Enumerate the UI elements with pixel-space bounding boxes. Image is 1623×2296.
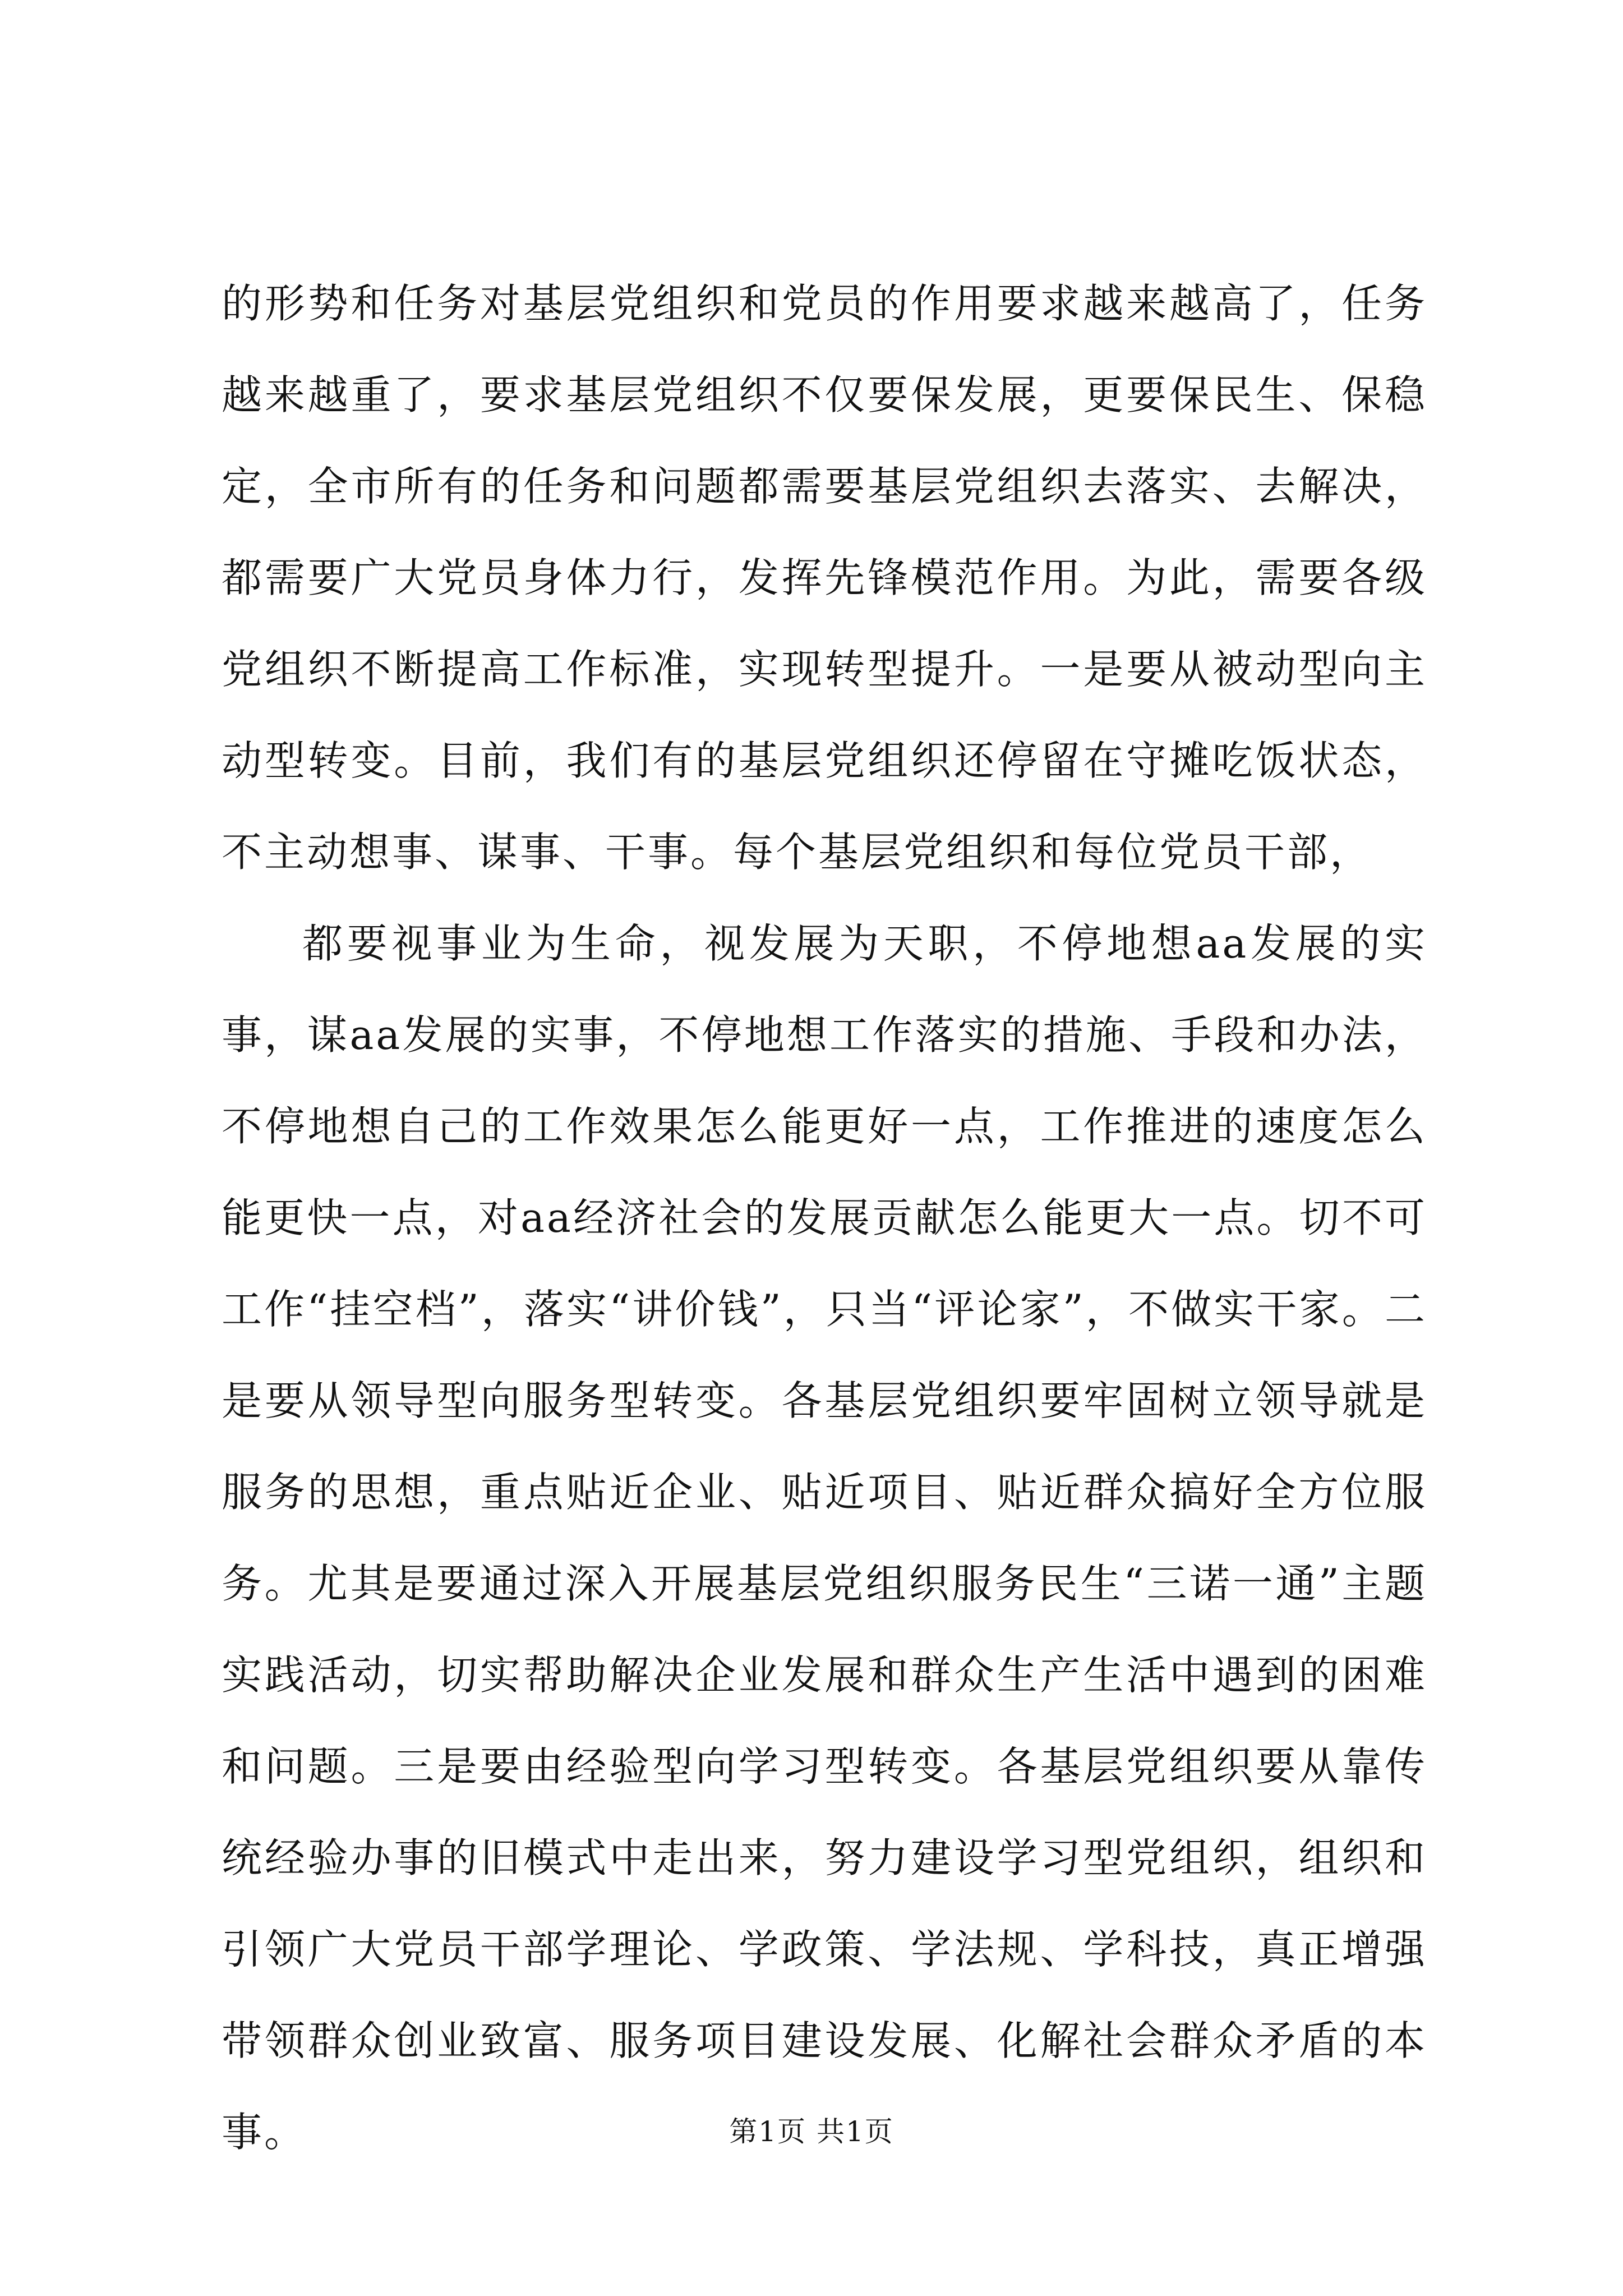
paragraph-2: 都要视事业为生命，视发展为天职，不停地想aa发展的实事，谋aa发展的实事，不停地想工作落实的措施、手段和办法，不停地想自己的工作效果怎么能更好一点，工作推进的速度怎么能更快一点，对aa经济社会的发展贡献怎么能更大一点。切不可工作“挂空档”，落实“讲价钱”，只当“评论家”，不做实干家。二是要从领导型向服务型转变。各基层党组织要牢固树立领导就是服务的思想，重点贴近企业、贴近项目、贴近群众搞好全方位服务。尤其是要通过深入开展基层党组织服务民生“三诺一通”主题实践活动，切实帮助解决企业发展和群众生产生活中遇到的困难和问题。三是要由经验型向学习型转变。各基层党组织要从靠传统经验办事的旧模式中走出来，努力建设学习型党组织，组织和引领广大党员干部学理论、学政策、学法规、学科技，真正增强带领群众创业致富、服务项目建设发展、化解社会群众矛盾的本事。 xyxy=(222,920,1427,2156)
page-footer: 第1页 共1页 xyxy=(729,2115,894,2148)
document-body xyxy=(222,258,1427,2178)
paragraph-1: 的形势和任务对基层党组织和党员的作用要求越来越高了，任务越来越重了，要求基层党组织不仅要保发展，更要保民生、保稳定，全市所有的任务和问题都需要基层党组织去落实、去解决，都需要广大党员身体力行，发挥先锋模范作用。为此，需要各级党组织不断提高工作标准，实现转型提升。一是要从被动型向主动型转变。目前，我们有的基层党组织还停留在守摊吃饭状态，不主动想事、谋事、干事。每个基层党组织和每位党员干部， xyxy=(222,280,1427,876)
